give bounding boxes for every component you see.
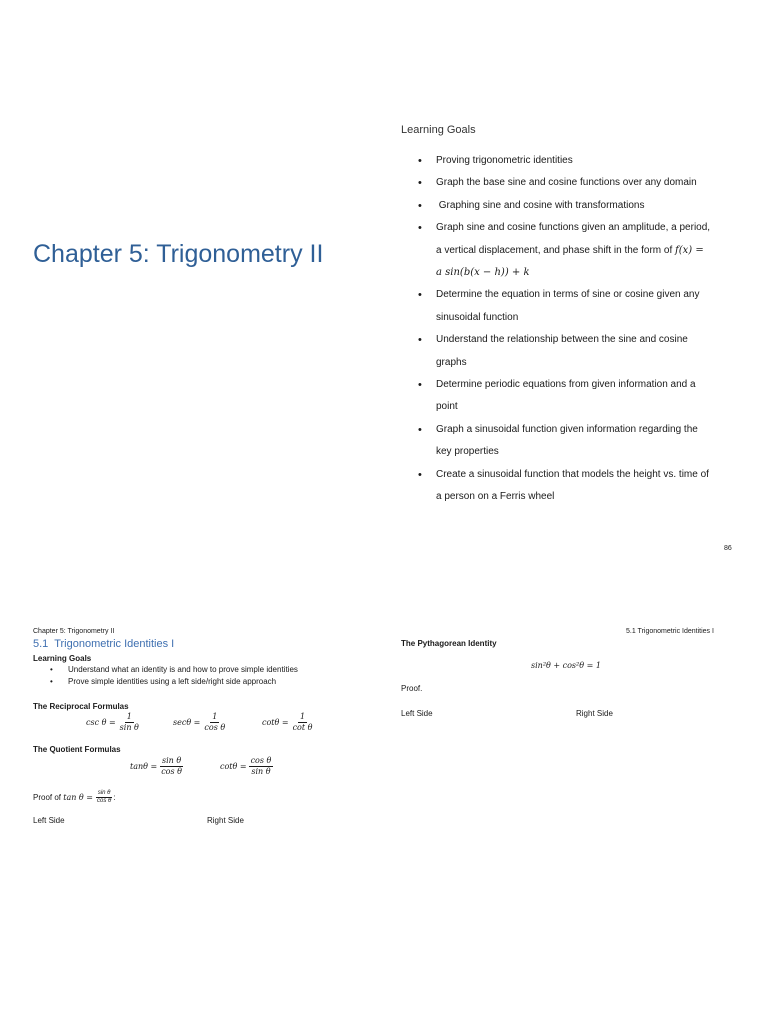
goal-item: • Create a sinusoidal function that models the height vs. time of a person on a Ferris wheel bbox=[416, 464, 736, 509]
section-goals-list bbox=[48, 664, 298, 688]
goal-item: • Graph a sinusoidal function given information regarding the key properties bbox=[416, 419, 736, 464]
formula-cot: cotθ = $\frac{1}{\text{cot θ}}$ bbox=[262, 712, 313, 732]
fraction: $\frac{1}{\text{cos θ}}$ bbox=[204, 712, 226, 732]
left-side-label: Left Side bbox=[33, 816, 65, 825]
section-goals-heading: Learning Goals bbox=[33, 654, 92, 663]
fraction: $\frac{\text{sin θ}}{\text{cos θ}}$ bbox=[161, 756, 182, 776]
formula-tan: tanθ = $\frac{\text{sin θ}}{\text{cos θ}}$ bbox=[130, 756, 182, 776]
proof-label: Proof. bbox=[401, 684, 423, 693]
chapter-title: Chapter 5: Trigonometry II bbox=[33, 240, 324, 268]
pythagorean-identity-formula: sin²θ + cos²θ = 1 bbox=[531, 661, 601, 670]
right-side-label: Right Side bbox=[207, 816, 244, 825]
fraction: $\frac{\text{sin θ}}{\text{cos θ}}$ bbox=[97, 790, 112, 804]
goal-item: • Determine periodic equations from given information and a point bbox=[416, 374, 736, 419]
formula-cot-quotient: cotθ = $\frac{\text{cos θ}}{\text{sin θ}}$ bbox=[220, 756, 272, 776]
pythagorean-identity-heading: The Pythagorean Identity bbox=[401, 639, 497, 648]
running-header-left: Chapter 5: Trigonometry II bbox=[33, 628, 115, 635]
goal-item: • Graph the base sine and cosine functions over any domain bbox=[416, 172, 736, 194]
goal-item: • Graphing sine and cosine with transformations bbox=[416, 195, 736, 217]
goal-item: • Proving trigonometric identities bbox=[416, 150, 736, 172]
goal-item: • Graph sine and cosine functions given an amplitude, a period, a vertical displacement, and phase shift in the form of f(x) = a sin(b(x − h)) + k bbox=[416, 217, 736, 284]
math-inline: f(x) = bbox=[675, 244, 704, 256]
quotient-formulas-heading: The Quotient Formulas bbox=[33, 745, 121, 754]
reciprocal-formulas-heading: The Reciprocal Formulas bbox=[33, 702, 129, 711]
fraction: $\frac{1}{\text{sin θ}}$ bbox=[119, 712, 139, 732]
right-side-label: Right Side bbox=[576, 709, 613, 718]
proof-of-tan: Proof of tan θ = $\frac{\text{sin θ}}{\text{cos θ}}$ : bbox=[33, 790, 116, 804]
formula-csc: csc θ = $\frac{1}{\text{sin θ}}$ bbox=[86, 712, 139, 732]
fraction: $\frac{\text{cos θ}}{\text{sin θ}}$ bbox=[250, 756, 272, 776]
fraction: $\frac{1}{\text{cot θ}}$ bbox=[292, 712, 313, 732]
goal-item: • Determine the equation in terms of sine or cosine given any sinusoidal function bbox=[416, 284, 736, 329]
section-title: 5.1 Trigonometric Identities I bbox=[33, 638, 175, 650]
learning-goals-list bbox=[416, 150, 736, 509]
math-expression: a sin(b(x − h)) + k bbox=[436, 267, 530, 279]
goal-item: • Prove simple identities using a left side/right side approach bbox=[48, 676, 298, 688]
formula-sec: secθ = $\frac{1}{\text{cos θ}}$ bbox=[173, 712, 226, 732]
running-header-right: 5.1 Trigonometric Identities I bbox=[626, 628, 714, 635]
page-number: 86 bbox=[724, 545, 732, 552]
goal-item: • Understand the relationship between the sine and cosine graphs bbox=[416, 329, 736, 374]
goal-item: • Understand what an identity is and how to prove simple identities bbox=[48, 664, 298, 676]
left-side-label: Left Side bbox=[401, 709, 433, 718]
learning-goals-heading: Learning Goals bbox=[401, 124, 476, 136]
